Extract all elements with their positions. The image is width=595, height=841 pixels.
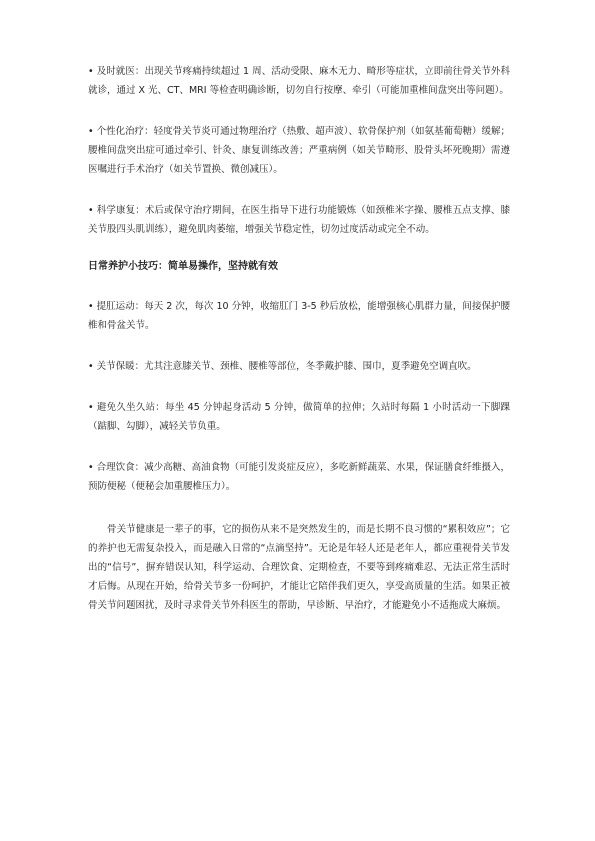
bullet-text: 及时就医：出现关节疼痛持续超过 1 周、活动受限、麻木无力、畸形等症状，立即前往骨关节外科就诊，通过 X 光、CT、MRI 等检查明确诊断，切勿自行按摩、牵引（可能加重椎间盘突出等问题）。 [88,66,510,96]
bullet-text: 提肛运动：每天 2 次，每次 10 分钟，收缩肛门 3-5 秒后放松，能增强核心肌群力量，间接保护腰椎和骨盆关节。 [88,301,510,331]
bullet-marker: • [88,66,94,77]
tip-anal-exercise [88,297,510,335]
bullet-timely-treatment [88,62,510,100]
bullet-marker: • [88,402,94,413]
tip-joint-warmth [88,357,510,376]
bullet-text: 合理饮食：减少高糖、高油食物（可能引发炎症反应），多吃新鲜蔬菜、水果，保证膳食纤维摄入，预防便秘（便秘会加重腰椎压力）。 [88,462,510,492]
section-heading: 日常养护小技巧：简单易操作，坚持就有效 [88,261,278,272]
bullet-marker: • [88,301,94,312]
document-page [88,62,510,615]
bullet-marker: • [88,205,94,216]
bullet-marker: • [88,462,94,473]
bullet-text: 科学康复：术后或保守治疗期间，在医生指导下进行功能锻炼（如颈椎米字操、腰椎五点支撑、膝关节股四头肌训练），避免肌肉萎缩，增强关节稳定性，切勿过度活动或完全不动。 [88,205,510,235]
bullet-text: 个性化治疗：轻度骨关节炎可通过物理治疗（热敷、超声波）、软骨保护剂（如氨基葡萄糖）缓解；腰椎间盘突出症可通过牵引、针灸、康复训练改善；严重病例（如关节畸形、股骨头坏死晚期）需遵医嘱进行手术治疗（如关节置换、微创减压）。 [88,126,510,175]
tip-avoid-prolonged-sitting [88,398,510,436]
bullet-marker: • [88,361,94,372]
bullet-scientific-rehab [88,201,510,239]
closing-paragraph: 骨关节健康是一辈子的事，它的损伤从来不是突然发生的，而是长期不良习惯的“累积效应”；它的养护也无需复杂投入，而是融入日常的“点滴坚持”。无论是年轻人还是老年人，都应重视骨关节发出的“信号”，摒弃错误认知，科学运动、合理饮食、定期检查，不要等到疼痛难忍、无法正常生活时才后悔。从现在开始，给骨关节多一份呵护，才能让它陪伴我们更久，享受高质量的生活。如果正被骨关节问题困扰，及时寻求骨关节外科医生的帮助，早诊断、早治疗，才能避免小不适拖成大麻烦。 [88,524,510,611]
bullet-text: 关节保暖：尤其注意膝关节、颈椎、腰椎等部位，冬季戴护膝、围巾，夏季避免空调直吹。 [96,361,477,372]
tip-reasonable-diet [88,458,510,496]
bullet-marker: • [88,126,94,137]
bullet-personalized-treatment [88,122,510,179]
bullet-text: 避免久坐久站：每坐 45 分钟起身活动 5 分钟，做简单的拉伸；久站时每隔 1 小时活动一下脚踝（踮脚、勾脚），减轻关节负重。 [88,402,510,432]
